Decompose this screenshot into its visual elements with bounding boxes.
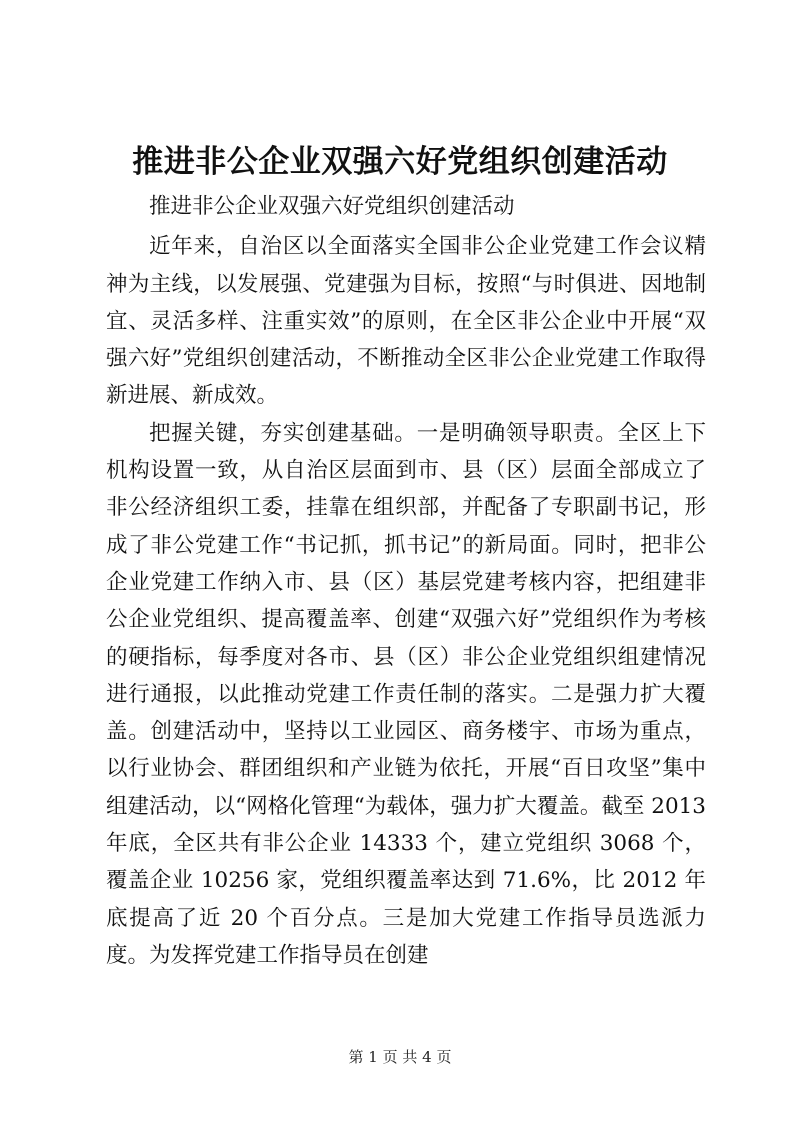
page-number-footer: 第 1 页 共 4 页: [348, 1048, 452, 1066]
body-paragraph-1: 近年来，自治区以全面落实全国非公企业党建工作会议精神为主线，以发展强、党建强为目标，按照“与时俱进、因地制宜、灵活多样、注重实效”的原则，在全区非公企业中开展“双强六好”党组织创建活动，不断推动全区非公企业党建工作取得新进展、新成效。: [106, 234, 706, 409]
body-paragraph-2: 把握关键，夯实创建基础。一是明确领导职责。全区上下机构设置一致，从自治区层面到市、县（区）层面全部成立了非公经济组织工委，挂靠在组织部，并配备了专职副书记，形成了非公党建工作“书记抓，抓书记”的新局面。同时，把非公企业党建工作纳入市、县（区）基层党建考核内容，把组建非公企业党组织、提高覆盖率、创建“双强六好”党组织作为考核的硬指标，每季度对各市、县（区）非公企业党组织组建情况进行通报，以此推动党建工作责任制的落实。二是强力扩大覆盖。创建活动中，坚持以工业园区、商务楼宇、市场为重点，以行业协会、群团组织和产业链为依托，开展“百日攻坚”集中组建活动，以“网格化管理“为载体，强力扩大覆盖。截至 2013 年底，全区共有非公企业 14333 个，建立党组织 3068 个，覆盖企业 10256 家，党组织覆盖率达到 71.6%，比 2012 年底提高了近 20 个百分点。三是加大党建工作指导员选派力度。为发挥党建工作指导员在创建: [106, 420, 706, 968]
document-subtitle: 推进非公企业双强六好党组织创建活动: [149, 194, 515, 219]
document-title: 推进非公企业双强六好党组织创建活动: [132, 144, 668, 180]
document-body: [106, 188, 706, 974]
